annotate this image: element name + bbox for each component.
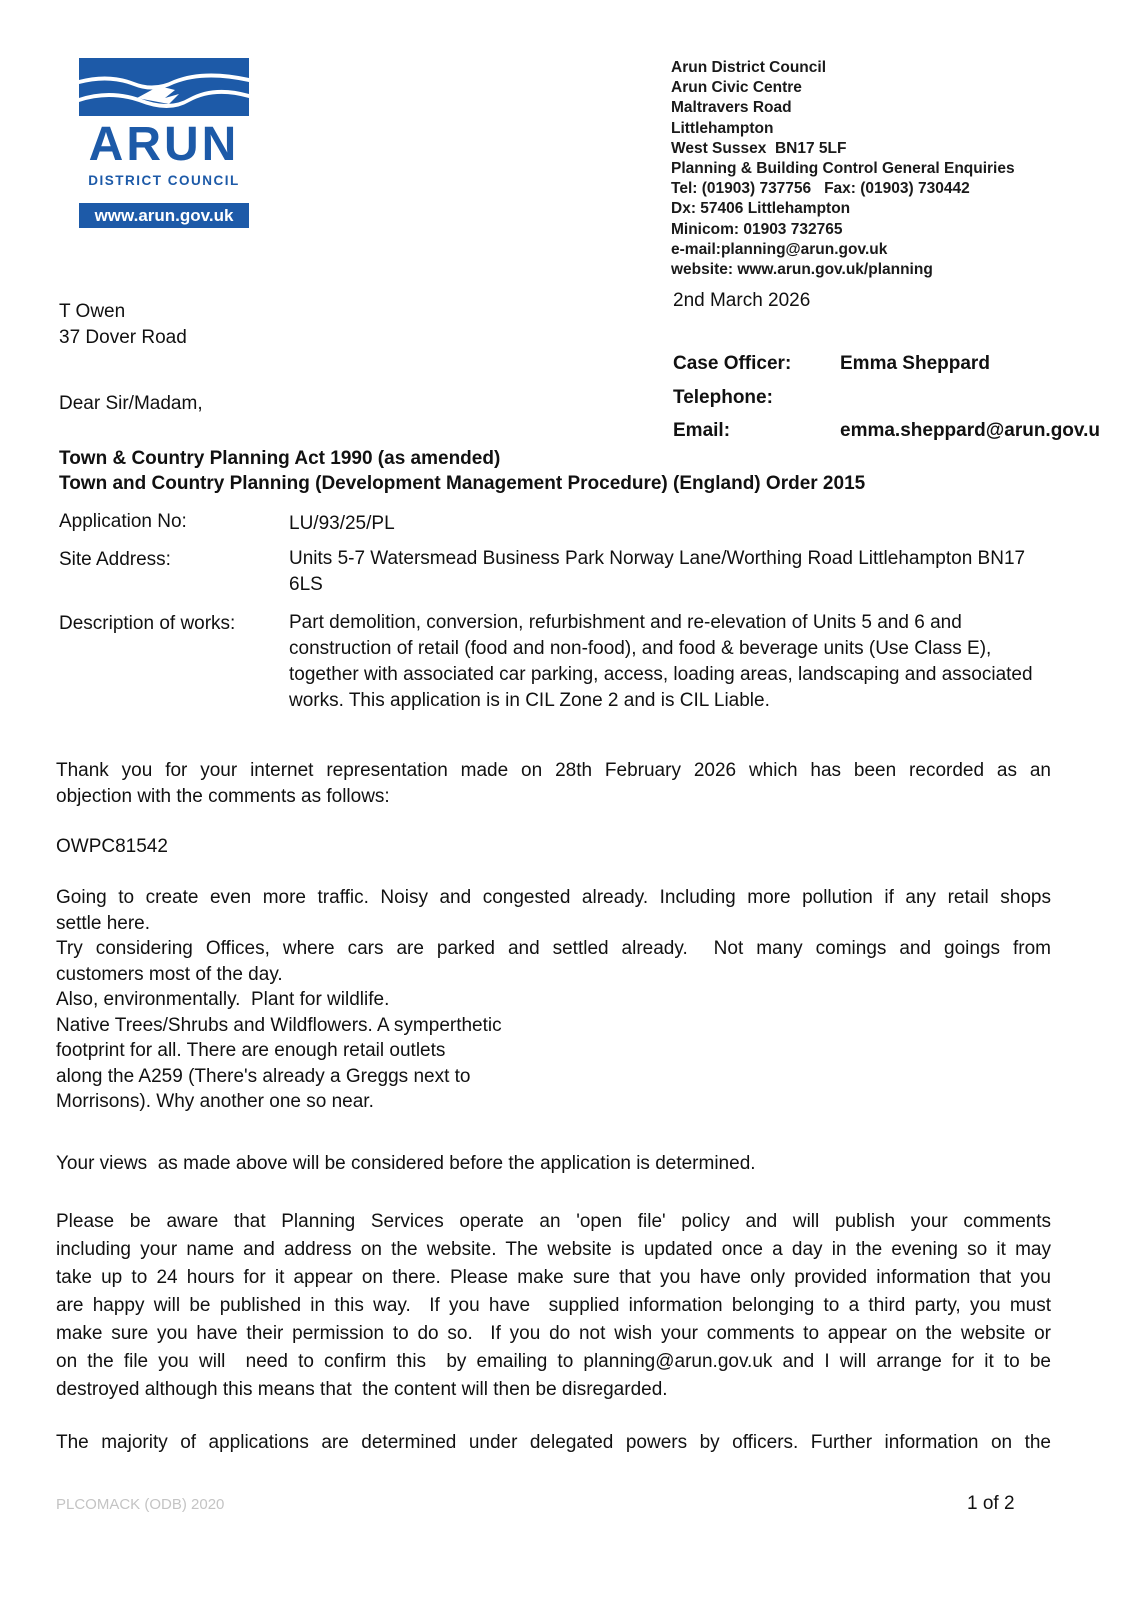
text-line: The majority of applications are determined under delegated powers by officers. Further information on the bbox=[56, 1432, 1051, 1453]
open-file-paragraph bbox=[56, 1208, 1051, 1404]
email-label: Email: bbox=[673, 420, 731, 441]
reference-number: OWPC81542 bbox=[56, 836, 168, 857]
recipient-name: T Owen bbox=[59, 301, 126, 322]
officer-email[interactable]: emma.sheppard@arun.gov.u bbox=[840, 420, 1100, 441]
council-logo bbox=[79, 58, 249, 228]
logo-url: www.arun.gov.uk bbox=[94, 206, 234, 225]
logo-subtitle: DISTRICT COUNCIL bbox=[88, 173, 240, 188]
text-line: footprint for all. There are enough retail outlets bbox=[56, 1040, 446, 1061]
text-line: settle here. bbox=[56, 912, 150, 934]
text-line: take up to 24 hours for it appear on there. Please make sure that you have only provided information that you bbox=[56, 1267, 1051, 1288]
text-line: Morrisons). Why another one so near. bbox=[56, 1091, 374, 1112]
salutation: Dear Sir/Madam, bbox=[59, 393, 203, 414]
address-line: Tel: (01903) 737756 Fax: (01903) 730442 bbox=[671, 180, 970, 198]
text-line: make sure you have their permission to do so. If you do not wish your comments to appear on the website or bbox=[56, 1323, 1051, 1344]
address-line: Dx: 57406 Littlehampton bbox=[671, 200, 851, 218]
case-officer-name: Emma Sheppard bbox=[840, 353, 990, 374]
letter-date: 2nd March 2026 bbox=[673, 290, 811, 311]
site-value: Units 5-7 Watersmead Business Park Norway Lane/Worthing Road Littlehampton BN17 6LS bbox=[289, 548, 1026, 595]
desc-value: Part demolition, conversion, refurbishment and re-elevation of Units 5 and 6 and construction of retail (food and non-food), and food & beverage units (Use Class E), together with associated car parking, access, loading areas, landscaping and associated works. This application is in CIL Zone 2 and is CIL Liable. bbox=[289, 612, 1033, 711]
address-line: website: www.arun.gov.uk/planning bbox=[671, 261, 933, 279]
site-label: Site Address: bbox=[59, 549, 171, 570]
text-line: along the A259 (There's already a Greggs next to bbox=[56, 1065, 471, 1087]
page-number: 1 of 2 bbox=[967, 1493, 1015, 1514]
council-address bbox=[671, 58, 1015, 280]
intro-paragraph bbox=[56, 758, 1051, 809]
address-line: Arun Civic Centre bbox=[671, 79, 802, 97]
text-line: Going to create even more traffic. Noisy and congested already. Including more pollution if any retail shops bbox=[56, 887, 1051, 908]
comment-continued bbox=[56, 987, 502, 1115]
text-line: Thank you for your internet representation made on 28th February 2026 which has been recorded as an bbox=[56, 760, 1051, 781]
majority-paragraph bbox=[56, 1432, 1051, 1454]
text-line: destroyed although this means that the content will then be disregarded. bbox=[56, 1379, 668, 1400]
text-line: Try considering Offices, where cars are parked and settled already. Not many comings and goings from bbox=[56, 938, 1051, 959]
text-line: objection with the comments as follows: bbox=[56, 785, 390, 807]
text-line: including your name and address on the website. The website is updated once a day in the evening so it may bbox=[56, 1239, 1051, 1260]
text-line: on the file you will need to confirm this by emailing to planning@arun.gov.uk and I will arrange for it to be bbox=[56, 1351, 1051, 1372]
address-line: West Sussex BN17 5LF bbox=[671, 139, 847, 157]
text-line: Please be aware that Planning Services operate an 'open file' policy and will publish your comments bbox=[56, 1211, 1051, 1232]
address-line: Littlehampton bbox=[671, 119, 774, 137]
text-line: are happy will be published in this way. If you have supplied information belonging to a third party, you must bbox=[56, 1295, 1051, 1316]
desc-label: Description of works: bbox=[59, 613, 236, 634]
heading-order: Town and Country Planning (Development Management Procedure) (England) Order 2015 bbox=[59, 473, 866, 494]
app-no-value: LU/93/25/PL bbox=[289, 513, 395, 534]
comment-paragraph bbox=[56, 885, 1051, 987]
app-no-label: Application No: bbox=[59, 511, 187, 532]
logo-name: ARUN bbox=[88, 118, 240, 171]
address-line: e-mail:planning@arun.gov.uk bbox=[671, 240, 888, 258]
telephone-label: Telephone: bbox=[673, 387, 773, 408]
text-line: customers most of the day. bbox=[56, 963, 283, 985]
text-line: Native Trees/Shrubs and Wildflowers. A symperthetic bbox=[56, 1014, 502, 1036]
recipient-address: 37 Dover Road bbox=[59, 327, 187, 348]
address-line: Planning & Building Control General Enquiries bbox=[671, 160, 1015, 178]
address-line: Arun District Council bbox=[671, 59, 827, 76]
footer-code: PLCOMACK (ODB) 2020 bbox=[56, 1496, 225, 1513]
case-officer-label: Case Officer: bbox=[673, 353, 792, 374]
text-line: Also, environmentally. Plant for wildlife. bbox=[56, 989, 390, 1010]
views-text: Your views as made above will be considered before the application is determined. bbox=[56, 1153, 756, 1174]
heading-act: Town & Country Planning Act 1990 (as amended) bbox=[59, 448, 501, 469]
address-line: Maltravers Road bbox=[671, 99, 792, 117]
address-line: Minicom: 01903 732765 bbox=[671, 220, 843, 238]
